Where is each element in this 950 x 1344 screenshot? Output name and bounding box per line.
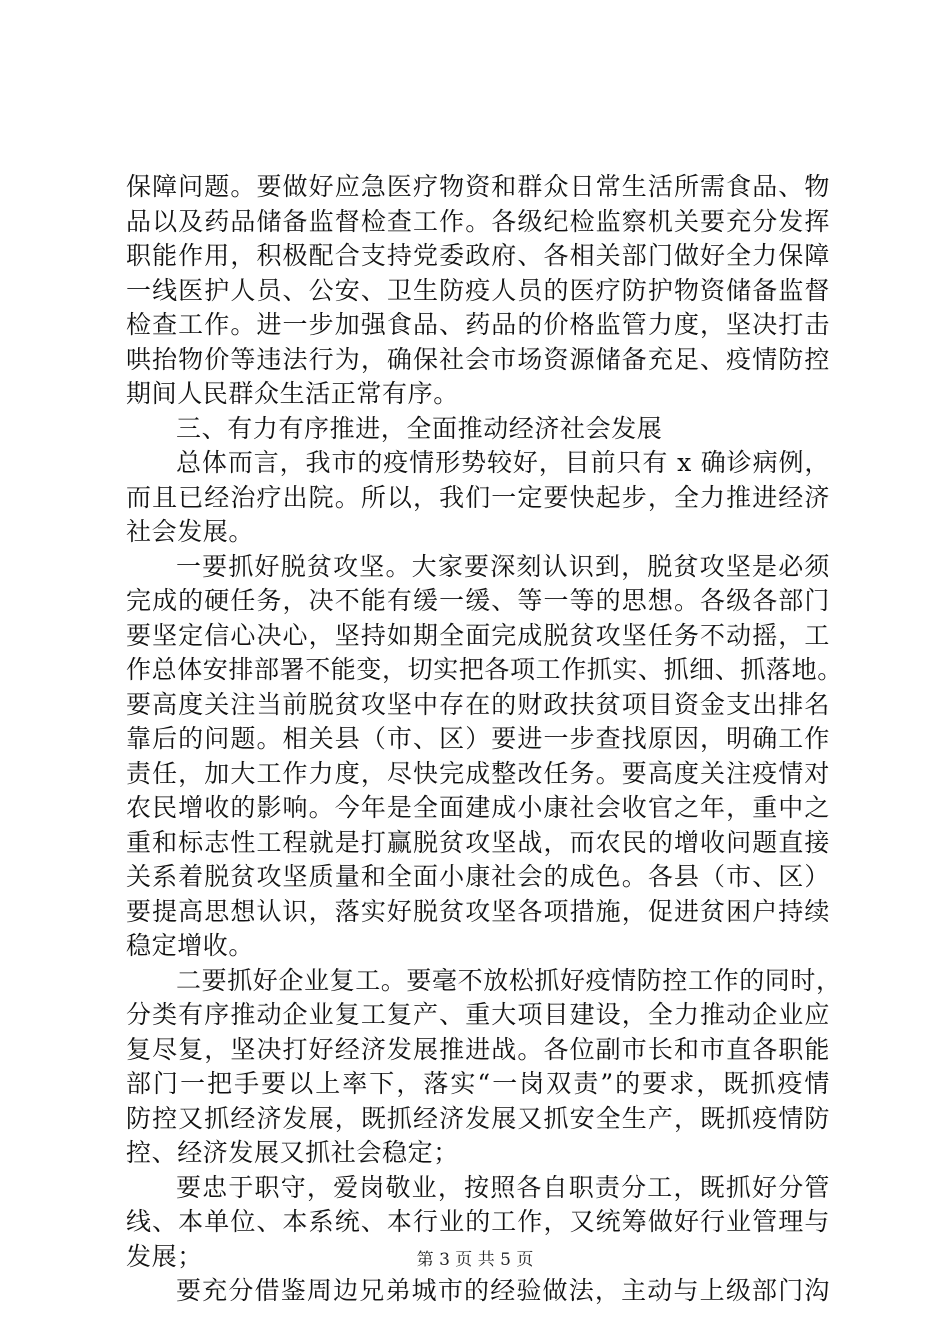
text-line: 稳定增收。 bbox=[126, 931, 255, 960]
text-line: 哄抬物价等违法行为，确保社会市场资源储备充足、疫情防控 bbox=[126, 344, 830, 374]
text-line: 检查工作。进一步加强食品、药品的价格监管力度，坚决打击 bbox=[126, 310, 830, 339]
text-line: 分类有序推动企业复工复产、重大项目建设，全力推动企业应 bbox=[126, 1000, 830, 1029]
text-line: 一线医护人员、公安、卫生防疫人员的医疗防护物资储备监督 bbox=[126, 275, 830, 305]
text-line: 品以及药品储备监督检查工作。各级纪检监察机关要充分发挥 bbox=[126, 206, 830, 236]
text-line: 完成的硬任务，决不能有缓一缓、等一等的思想。各级各部门 bbox=[126, 586, 830, 615]
text-line: 社会发展。 bbox=[126, 517, 255, 546]
text-line: 职能作用，积极配合支持党委政府、各相关部门做好全力保障 bbox=[126, 241, 830, 270]
text-line: 靠后的问题。相关县（市、区）要进一步查找原因，明确工作 bbox=[126, 724, 830, 753]
text-line: 要高度关注当前脱贫攻坚中存在的财政扶贫项目资金支出排名 bbox=[126, 689, 830, 719]
text-line: 责任，加大工作力度，尽快完成整改任务。要高度关注疫情对 bbox=[126, 758, 830, 788]
text-line: 重和标志性工程就是打赢脱贫攻坚战，而农民的增收问题直接 bbox=[126, 827, 830, 857]
document-body bbox=[126, 170, 843, 1309]
text-line: 复尽复，坚决打好经济发展推进战。各位副市长和市直各职能 bbox=[126, 1034, 830, 1064]
text-line: 要坚定信心决心，坚持如期全面完成脱贫攻坚任务不动摇，工 bbox=[126, 620, 830, 650]
text-line: 一要抓好脱贫攻坚。大家要深刻认识到，脱贫攻坚是必须 bbox=[176, 551, 830, 581]
text-line: 二要抓好企业复工。要毫不放松抓好疫情防控工作的同时， bbox=[176, 965, 842, 995]
text-line: 期间人民群众生活正常有序。 bbox=[126, 379, 459, 408]
text-line: 而且已经治疗出院。所以，我们一定要快起步，全力推进经济 bbox=[126, 482, 830, 512]
text-line: 农民增收的影响。今年是全面建成小康社会收官之年，重中之 bbox=[126, 793, 830, 822]
text-line: 防控又抓经济发展，既抓经济发展又抓安全生产，既抓疫情防 bbox=[126, 1103, 830, 1133]
text-line: 保障问题。要做好应急医疗物资和群众日常生活所需食品、物 bbox=[126, 172, 830, 201]
text-line: 要忠于职守，爱岗敬业，按照各自职责分工，既抓好分管 bbox=[176, 1172, 830, 1202]
text-line: 控、经济发展又抓社会稳定； bbox=[126, 1138, 459, 1167]
text-line: 发展； bbox=[126, 1241, 203, 1271]
page-number: 第 3 页 共 5 页 bbox=[416, 1250, 534, 1270]
text-line: 总体而言，我市的疫情形势较好，目前只有 x 确诊病例， bbox=[176, 448, 830, 477]
text-line: 要提高思想认识，落实好脱贫攻坚各项措施，促进贫困户持续 bbox=[126, 896, 830, 926]
text-line: 关系着脱贫攻坚质量和全面小康社会的成色。各县（市、区） bbox=[126, 862, 830, 891]
section-heading: 三、有力有序推进，全面推动经济社会发展 bbox=[176, 413, 663, 443]
text-line: 部门一把手要以上率下，落实“一岗双责”的要求，既抓疫情 bbox=[126, 1069, 830, 1098]
text-line: 线、本单位、本系统、本行业的工作，又统筹做好行业管理与 bbox=[126, 1207, 830, 1236]
text-line: 要充分借鉴周边兄弟城市的经验做法，主动与上级部门沟 bbox=[176, 1276, 830, 1305]
text-line: 作总体安排部署不能变，切实把各项工作抓实、抓细、抓落地。 bbox=[126, 655, 843, 684]
